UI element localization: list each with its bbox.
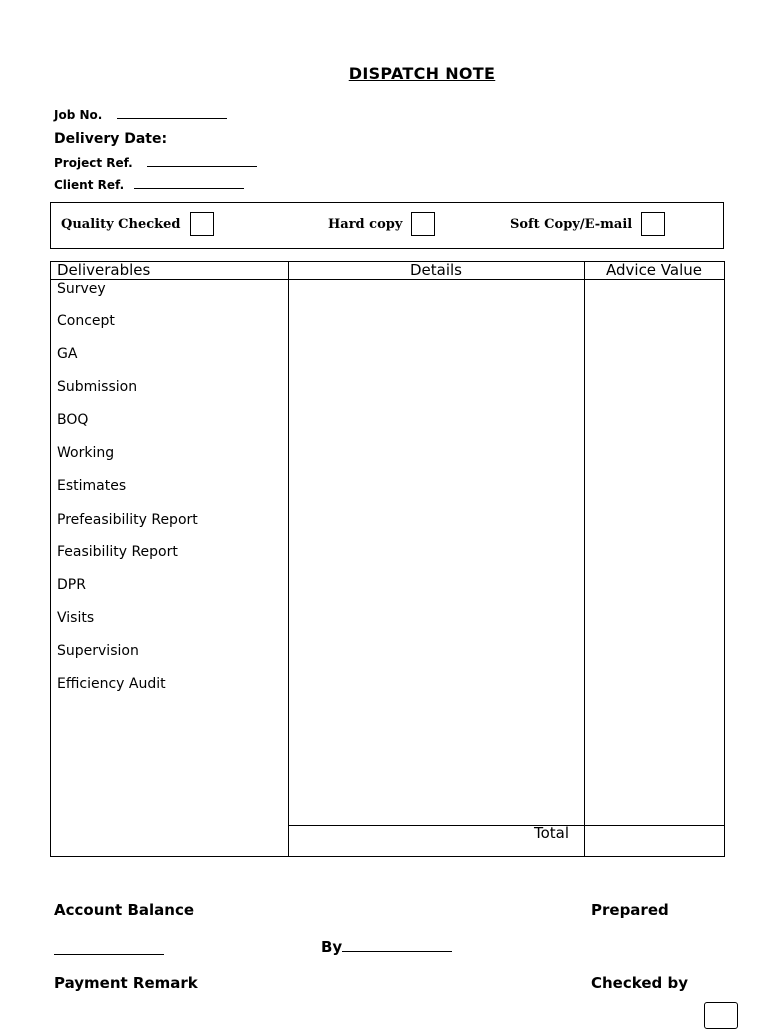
list-item: Visits (57, 610, 95, 626)
delivery-date-label: Delivery Date: (54, 131, 168, 147)
project-ref-label: Project Ref. (54, 156, 133, 170)
list-item: Prefeasibility Report (57, 512, 198, 528)
check-options-bar (50, 202, 724, 249)
by-field (321, 938, 452, 956)
column-divider-1 (288, 262, 289, 856)
soft-copy-checkbox[interactable] (641, 212, 665, 236)
hard-copy-checkbox[interactable] (411, 212, 435, 236)
header-details: Details (409, 261, 462, 279)
job-no-label: Job No. (54, 108, 103, 122)
prepared-label: Prepared (591, 901, 669, 919)
client-ref-field (54, 178, 244, 192)
list-item: Feasibility Report (57, 544, 178, 560)
header-advice-value: Advice Value (606, 261, 702, 279)
list-item: Working (57, 445, 115, 461)
list-item: Submission (57, 379, 138, 395)
account-balance-line[interactable] (54, 942, 164, 955)
hard-copy-option[interactable] (328, 212, 435, 236)
list-item: Efficiency Audit (57, 676, 166, 692)
quality-checked-option[interactable] (61, 212, 214, 236)
soft-copy-label: Soft Copy/E-mail (510, 216, 633, 232)
by-label: By (321, 938, 343, 956)
payment-remark-label: Payment Remark (54, 974, 198, 992)
client-ref-line[interactable] (134, 178, 244, 189)
list-item: BOQ (57, 412, 89, 428)
total-divider (288, 825, 724, 826)
job-no-line[interactable] (117, 108, 227, 119)
deliverables-table (50, 261, 725, 857)
header-deliverables: Deliverables (57, 261, 151, 279)
document-title: DISPATCH NOTE (348, 64, 496, 83)
checked-by-label: Checked by (591, 974, 688, 992)
account-balance-label: Account Balance (54, 901, 195, 919)
quality-checked-label: Quality Checked (61, 216, 181, 232)
delivery-date-field (54, 131, 167, 147)
quality-checked-checkbox[interactable] (190, 212, 214, 236)
project-ref-line[interactable] (147, 156, 257, 167)
column-divider-2 (584, 262, 585, 856)
list-item: Estimates (57, 478, 127, 494)
list-item: Survey (57, 281, 106, 297)
list-item: Supervision (57, 643, 139, 659)
list-item: DPR (57, 577, 86, 593)
total-label: Total (534, 824, 570, 842)
hard-copy-label: Hard copy (328, 216, 403, 232)
project-ref-field (54, 156, 257, 170)
by-line[interactable] (342, 939, 452, 952)
list-item: Concept (57, 313, 115, 329)
soft-copy-option[interactable] (510, 212, 665, 236)
client-ref-label: Client Ref. (54, 178, 125, 192)
job-no-field (54, 108, 227, 122)
list-item: GA (57, 346, 78, 362)
header-divider (51, 279, 724, 280)
corner-box (704, 1002, 738, 1029)
